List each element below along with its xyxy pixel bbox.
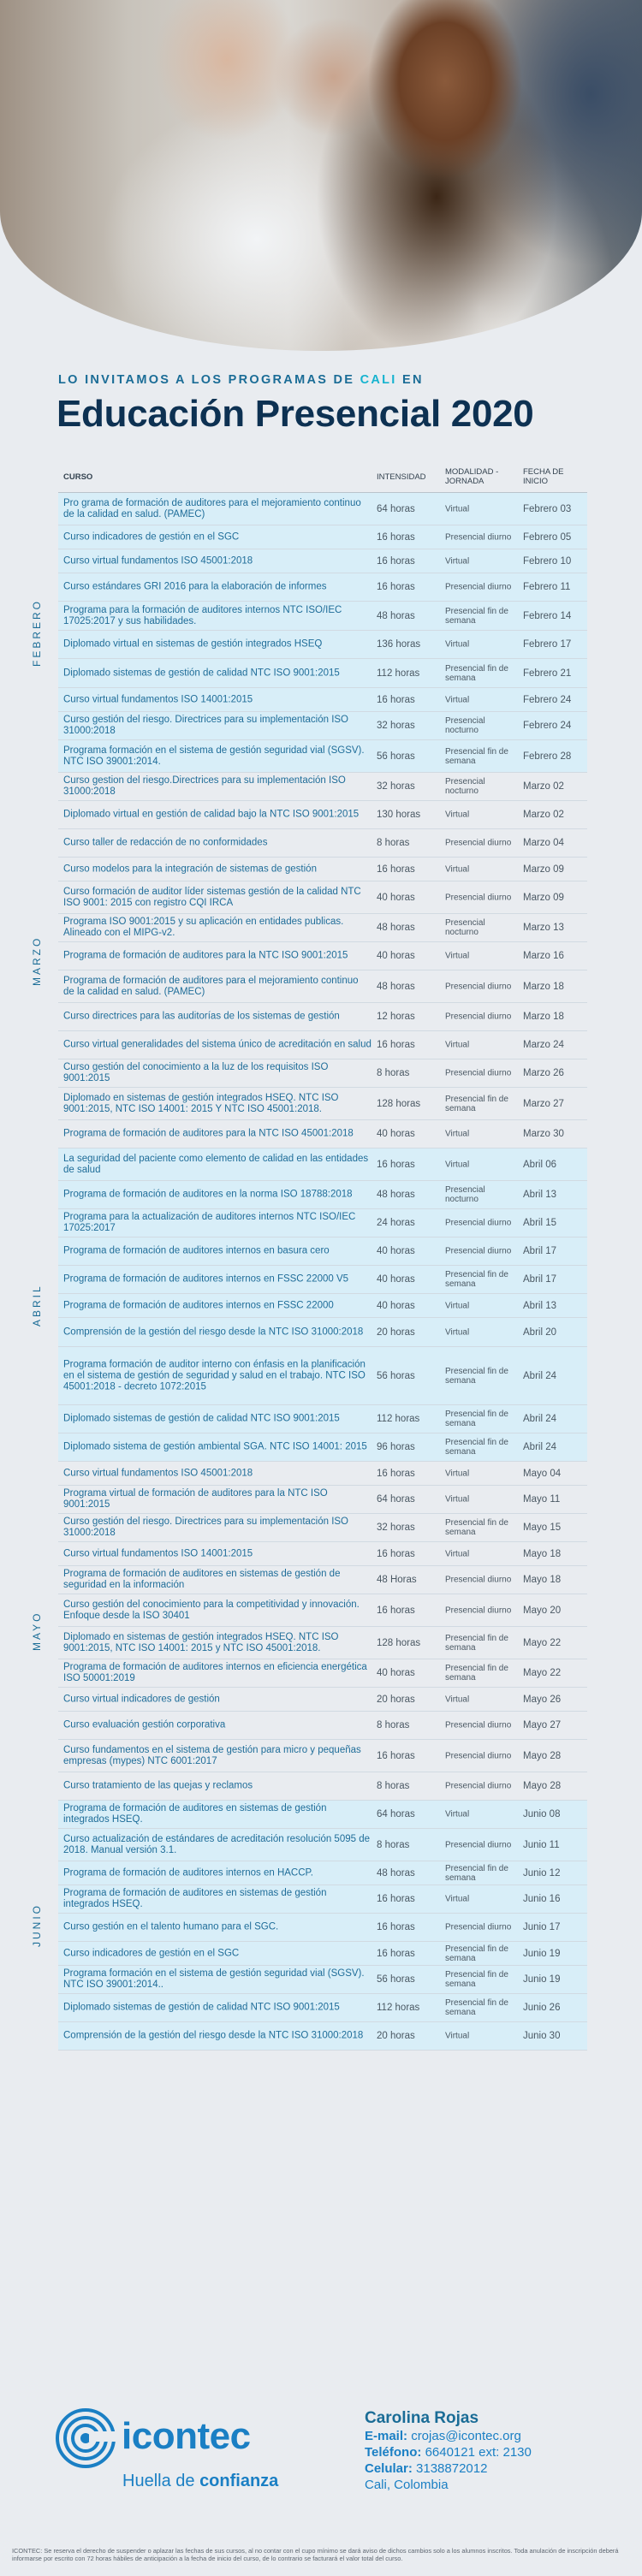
course-intensity: 40 horas <box>377 1668 415 1678</box>
course-modality: Presencial nocturno <box>445 777 485 796</box>
table-row <box>58 2022 587 2051</box>
course-modality: Presencial diurno <box>445 982 512 991</box>
table-row <box>58 773 587 801</box>
course-start-date: Marzo 26 <box>523 1068 564 1078</box>
course-name: Curso fundamentos en el sistema de gestión para micro y pequeñas empresas (mypes) NTC 6001:2017 <box>63 1744 361 1766</box>
course-start-date: Febrero 05 <box>523 531 572 543</box>
course-modality: Virtual <box>445 1695 470 1704</box>
course-intensity: 40 horas <box>377 1129 415 1139</box>
course-name: Curso gestión del conocimiento a la luz de los requisitos ISO 9001:2015 <box>63 1062 329 1083</box>
table-row <box>58 1059 587 1088</box>
course-name: Programa de formación de auditores internos en FSSC 22000 V5 <box>63 1273 349 1285</box>
table-row <box>58 493 587 525</box>
course-name: La seguridad del paciente como elemento de calidad en las entidades de salud <box>63 1153 369 1175</box>
hero-banner <box>0 0 642 351</box>
course-modality: Presencial fin de semana <box>445 1970 508 1989</box>
course-modality: Presencial diurno <box>445 893 512 902</box>
course-name: Programa de formación de auditores internos en eficiencia energética ISO 50001:2019 <box>63 1662 367 1683</box>
table-row <box>58 1209 587 1238</box>
table-row <box>58 1347 587 1405</box>
course-intensity: 40 horas <box>377 1274 415 1285</box>
table-row <box>58 1594 587 1627</box>
course-intensity: 32 horas <box>377 721 415 731</box>
course-intensity: 8 horas <box>377 838 410 848</box>
table-row <box>58 573 587 602</box>
table-row <box>58 1966 587 1994</box>
course-intensity: 16 horas <box>377 1750 415 1761</box>
course-name: Programa para la formación de auditores internos NTC ISO/IEC 17025:2017 y sus habilidades. <box>63 604 342 626</box>
course-modality: Virtual <box>445 639 470 650</box>
course-intensity: 16 horas <box>377 1605 415 1616</box>
course-modality: Virtual <box>445 864 470 874</box>
course-name: Programa de formación de auditores para el mejoramiento continuo de la calidad en salud. (PAMEC) <box>63 975 359 997</box>
page-title: Educación Presencial 2020 <box>56 393 534 435</box>
course-name: Curso virtual fundamentos ISO 45001:2018 <box>63 555 253 566</box>
course-name: Curso gestión del riesgo. Directrices para su implementación ISO 31000:2018 <box>63 1517 349 1538</box>
table-row <box>58 525 587 549</box>
course-intensity: 8 horas <box>377 1720 410 1730</box>
course-name: Curso virtual generalidades del sistema único de acreditación en salud <box>63 1039 372 1050</box>
table-row <box>58 1885 587 1914</box>
course-modality: Presencial diurno <box>445 582 512 592</box>
course-modality: Virtual <box>445 1469 470 1478</box>
course-start-date: Mayo 18 <box>523 1548 562 1559</box>
course-modality: Presencial fin de semana <box>445 1664 508 1683</box>
course-modality: Presencial diurno <box>445 1922 512 1932</box>
table-row <box>58 1486 587 1514</box>
course-intensity: 16 horas <box>377 582 415 592</box>
course-intensity: 16 horas <box>377 694 415 705</box>
course-modality: Presencial fin de semana <box>445 1863 508 1883</box>
header-date: FECHA DE INICIO <box>523 467 564 486</box>
course-start-date: Junio 08 <box>523 1809 561 1819</box>
course-start-date: Mayo 28 <box>523 1750 562 1761</box>
course-name: Curso estándares GRI 2016 para la elaboración de informes <box>63 581 327 592</box>
course-name: Programa formación en el sistema de gestión seguridad vial (SGSV). NTC ISO 39001:2014.. <box>63 1968 365 1990</box>
contact-block: Carolina Rojas E-mail: crojas@icontec.org Teléfono: 6640121 ext: 2130 Celular: 3138872012 Cali, Colombia <box>365 2409 532 2492</box>
table-row <box>58 1238 587 1266</box>
course-name: Programa formación en el sistema de gestión seguridad vial (SGSV). NTC ISO 39001:2014. <box>63 745 365 767</box>
table-row <box>58 1088 587 1120</box>
header-intensity: INTENSIDAD <box>377 472 426 482</box>
course-intensity: 48 horas <box>377 610 415 621</box>
table-row <box>58 1318 587 1347</box>
course-intensity: 48 Horas <box>377 1575 417 1585</box>
course-start-date: Mayo 22 <box>523 1637 562 1648</box>
course-name: Diplomado en sistemas de gestión integrados HSEQ. NTC ISO 9001:2015, NTC ISO 14001: 2015 Y NTC ISO 45001:2018. <box>63 1092 339 1114</box>
course-name: Programa formación de auditor interno con énfasis en la planificación en el sistema de gestión de seguridad y salud en el trabajo. NTC ISO 45001:2018 - decreto 1072:2015 <box>63 1359 366 1392</box>
table-row <box>58 1003 587 1031</box>
course-modality: Virtual <box>445 1129 470 1139</box>
course-start-date: Mayo 04 <box>523 1468 562 1479</box>
course-modality: Presencial fin de semana <box>445 1094 508 1113</box>
course-modality: Presencial diurno <box>445 1840 512 1849</box>
course-modality: Presencial fin de semana <box>445 606 508 626</box>
course-start-date: Abril 06 <box>523 1159 556 1170</box>
course-start-date: Mayo 20 <box>523 1605 562 1616</box>
course-intensity: 16 horas <box>377 1894 415 1904</box>
course-name: Programa para la actualización de auditores internos NTC ISO/IEC 17025:2017 <box>63 1212 356 1233</box>
course-modality: Presencial fin de semana <box>445 1998 508 2017</box>
course-start-date: Febrero 21 <box>523 668 572 679</box>
table-row <box>58 1659 587 1688</box>
course-modality: Virtual <box>445 1327 470 1337</box>
icontec-logo-icon <box>55 2407 116 2469</box>
course-name: Diplomado sistema de gestión ambiental SGA. NTC ISO 14001: 2015 <box>63 1441 367 1452</box>
course-name: Curso gestión del riesgo. Directrices para su implementación ISO 31000:2018 <box>63 715 349 736</box>
table-row <box>58 1627 587 1659</box>
table-row <box>58 1801 587 1829</box>
course-start-date: Abril 17 <box>523 1274 556 1285</box>
contact-email[interactable]: crojas@icontec.org <box>411 2429 521 2443</box>
course-modality: Virtual <box>445 1894 470 1904</box>
course-start-date: Marzo 30 <box>523 1129 564 1139</box>
course-intensity: 32 horas <box>377 1522 415 1533</box>
course-intensity: 12 horas <box>377 1012 415 1022</box>
course-name: Comprensión de la gestión del riesgo desde la NTC ISO 31000:2018 <box>63 1327 364 1337</box>
course-modality: Presencial diurno <box>445 1575 512 1585</box>
table-row <box>58 801 587 829</box>
course-modality: Presencial fin de semana <box>445 1633 508 1653</box>
course-intensity: 112 horas <box>377 1414 420 1424</box>
course-modality: Presencial fin de semana <box>445 1438 508 1457</box>
course-modality: Presencial fin de semana <box>445 663 508 683</box>
course-intensity: 40 horas <box>377 892 415 903</box>
kicker-text: LO INVITAMOS A LOS PROGRAMAS DE CALI EN <box>58 373 424 387</box>
course-intensity: 16 horas <box>377 531 415 543</box>
course-start-date: Junio 11 <box>523 1839 560 1850</box>
course-name: Curso directrices para las auditorías de los sistemas de gestión <box>63 1011 340 1022</box>
brand-name: icontec <box>122 2415 251 2457</box>
course-intensity: 128 horas <box>377 1637 421 1648</box>
month-label: FEBRERO <box>31 599 43 668</box>
course-name: Curso indicadores de gestión en el SGC <box>63 1948 240 1958</box>
month-label: MAYO <box>31 1611 43 1652</box>
course-modality: Virtual <box>445 1549 470 1558</box>
course-start-date: Abril 13 <box>523 1300 556 1311</box>
course-intensity: 20 horas <box>377 2031 415 2041</box>
table-header <box>58 462 587 493</box>
course-intensity: 112 horas <box>377 2003 420 2013</box>
table-row <box>58 688 587 712</box>
course-start-date: Abril 24 <box>523 1442 556 1452</box>
table-row <box>58 659 587 688</box>
table-row <box>58 602 587 631</box>
course-modality: Presencial diurno <box>445 532 512 542</box>
course-name: Programa de formación de auditores en sistemas de gestión integrados HSEQ. <box>63 1888 327 1909</box>
course-name: Curso actualización de estándares de acreditación resolución 5095 de 2018. Manual versión 3.1. <box>63 1833 371 1855</box>
course-name: Curso virtual fundamentos ISO 14001:2015 <box>63 1548 253 1558</box>
course-intensity: 56 horas <box>377 751 415 762</box>
course-intensity: 40 horas <box>377 951 415 961</box>
course-start-date: Marzo 16 <box>523 951 564 961</box>
course-intensity: 64 horas <box>377 1809 415 1819</box>
course-name: Curso virtual indicadores de gestión <box>63 1694 220 1704</box>
course-intensity: 16 horas <box>377 1948 415 1959</box>
course-start-date: Mayo 11 <box>523 1494 561 1505</box>
table-row <box>58 970 587 1003</box>
contact-name: Carolina Rojas <box>365 2409 479 2427</box>
course-start-date: Febrero 24 <box>523 721 572 731</box>
course-modality: Presencial nocturno <box>445 1185 485 1204</box>
course-start-date: Abril 20 <box>523 1327 556 1338</box>
table-row <box>58 1829 587 1861</box>
course-start-date: Abril 17 <box>523 1246 556 1256</box>
course-name: Diplomado sistemas de gestión de calidad NTC ISO 9001:2015 <box>63 668 340 678</box>
course-name: Programa virtual de formación de auditores para la NTC ISO 9001:2015 <box>63 1488 328 1510</box>
table-row <box>58 1688 587 1712</box>
course-start-date: Mayo 27 <box>523 1720 562 1730</box>
course-name: Programa de formación de auditores en sistemas de gestión integrados HSEQ. <box>63 1803 327 1825</box>
course-modality: Virtual <box>445 1494 470 1505</box>
course-modality: Virtual <box>445 951 470 961</box>
table-row <box>58 942 587 970</box>
table-row <box>58 1942 587 1966</box>
course-name: Curso tratamiento de las quejas y reclamos <box>63 1780 253 1791</box>
course-modality: Presencial diurno <box>445 1012 512 1022</box>
course-name: Programa de formación de auditores internos en basura cero <box>63 1245 330 1256</box>
course-intensity: 48 horas <box>377 1190 415 1200</box>
course-intensity: 8 horas <box>377 1068 410 1078</box>
course-start-date: Marzo 09 <box>523 864 564 875</box>
footer <box>0 2353 642 2576</box>
course-intensity: 48 horas <box>377 981 415 992</box>
course-name: Curso formación de auditor líder sistemas gestión de la calidad NTC ISO 9001: 2015 con registro CQI IRCA <box>63 886 361 908</box>
course-intensity: 16 horas <box>377 1468 415 1479</box>
course-intensity: 96 horas <box>377 1442 415 1452</box>
course-name: Curso modelos para la integración de sistemas de gestión <box>63 864 317 874</box>
course-start-date: Febrero 24 <box>523 694 572 705</box>
course-start-date: Marzo 09 <box>523 892 564 903</box>
course-start-date: Junio 16 <box>523 1894 561 1904</box>
table-row <box>58 1120 587 1149</box>
table-row <box>58 1994 587 2022</box>
course-start-date: Marzo 18 <box>523 1012 564 1022</box>
course-start-date: Febrero 03 <box>523 503 572 514</box>
course-intensity: 40 horas <box>377 1300 415 1311</box>
course-name: Programa de formación de auditores internos en HACCP. <box>63 1867 313 1878</box>
course-start-date: Junio 12 <box>523 1867 561 1879</box>
course-modality: Presencial fin de semana <box>445 1944 508 1963</box>
course-intensity: 130 horas <box>377 810 421 820</box>
table-row <box>58 1181 587 1209</box>
course-modality: Presencial fin de semana <box>445 1518 508 1537</box>
table-row <box>58 1712 587 1740</box>
course-intensity: 8 horas <box>377 1781 410 1791</box>
course-name: Programa de formación de auditores internos en FSSC 22000 <box>63 1300 334 1310</box>
course-start-date: Febrero 10 <box>523 555 572 567</box>
course-start-date: Junio 30 <box>523 2031 561 2041</box>
course-modality: Presencial fin de semana <box>445 1366 508 1386</box>
hero-photo-students <box>0 0 642 351</box>
course-intensity: 112 horas <box>377 668 420 679</box>
course-intensity: 24 horas <box>377 1218 415 1228</box>
course-start-date: Febrero 28 <box>523 751 572 762</box>
course-start-date: Marzo 04 <box>523 838 564 848</box>
course-start-date: Junio 26 <box>523 2003 561 2013</box>
course-start-date: Junio 17 <box>523 1922 561 1932</box>
course-modality: Virtual <box>445 2031 470 2041</box>
course-name: Curso evaluación gestión corporativa <box>63 1719 226 1730</box>
course-modality: Presencial diurno <box>445 1068 512 1078</box>
course-name: Curso taller de redacción de no conformidades <box>63 837 268 848</box>
month-label: MARZO <box>31 935 43 986</box>
course-name: Diplomado sistemas de gestión de calidad NTC ISO 9001:2015 <box>63 2002 340 2013</box>
course-name: Diplomado en sistemas de gestión integrados HSEQ. NTC ISO 9001:2015, NTC ISO 14001: 2015 y NTC ISO 45001:2018. <box>63 1631 339 1653</box>
course-intensity: 48 horas <box>377 923 415 933</box>
table-row <box>58 1294 587 1318</box>
course-modality: Presencial diurno <box>445 838 512 848</box>
course-name: Diplomado sistemas de gestión de calidad NTC ISO 9001:2015 <box>63 1413 340 1424</box>
course-start-date: Mayo 26 <box>523 1694 562 1705</box>
course-start-date: Abril 15 <box>523 1218 556 1228</box>
course-start-date: Abril 13 <box>523 1190 556 1200</box>
table-row <box>58 1405 587 1433</box>
course-modality: Virtual <box>445 810 470 820</box>
disclaimer-text: ICONTEC: Se reserva el derecho de suspender o aplazar las fechas de sus cursos, al no contar con el cupo mínimo se dará aviso de dichos cambios solo a los alumnos inscritos. Toda anulación de inscripción deberá informarse por escrito con 72 horas hábiles de anticipación a la fecha de inicio del curso, de lo contrario se facturará el valor total del curso. <box>12 2547 619 2562</box>
course-modality: Presencial diurno <box>445 1218 512 1228</box>
course-modality: Presencial diurno <box>445 1606 512 1615</box>
table-row <box>58 1914 587 1942</box>
header-course: CURSO <box>63 472 93 482</box>
table-row <box>58 1149 587 1181</box>
course-modality: Virtual <box>445 1040 470 1050</box>
course-intensity: 20 horas <box>377 1327 415 1338</box>
table-row <box>58 1514 587 1542</box>
course-intensity: 16 horas <box>377 1922 415 1932</box>
course-name: Diplomado virtual en gestión de calidad bajo la NTC ISO 9001:2015 <box>63 809 360 820</box>
course-start-date: Mayo 18 <box>523 1575 562 1585</box>
course-modality: Presencial fin de semana <box>445 1270 508 1289</box>
table-row <box>58 914 587 942</box>
course-start-date: Abril 24 <box>523 1414 556 1424</box>
header-modality: MODALIDAD - JORNADA <box>445 467 499 486</box>
course-start-date: Junio 19 <box>523 1948 561 1959</box>
table-row <box>58 712 587 740</box>
table-row <box>58 1772 587 1801</box>
course-intensity: 16 horas <box>377 555 415 567</box>
table-row <box>58 1861 587 1885</box>
course-modality: Presencial nocturno <box>445 918 485 937</box>
course-intensity: 128 horas <box>377 1098 421 1109</box>
course-start-date: Marzo 24 <box>523 1040 564 1050</box>
course-modality: Presencial diurno <box>445 1720 512 1730</box>
course-start-date: Febrero 11 <box>523 582 571 592</box>
course-start-date: Marzo 13 <box>523 923 564 933</box>
course-start-date: Febrero 14 <box>523 610 572 621</box>
course-name: Programa de formación de auditores para la NTC ISO 45001:2018 <box>63 1128 354 1139</box>
course-name: Curso gestión en el talento humano para el SGC. <box>63 1921 279 1932</box>
course-name: Curso gestion del riesgo.Directrices para su implementación ISO 31000:2018 <box>63 775 346 797</box>
contact-phone: 6640121 ext: 2130 <box>425 2445 532 2460</box>
course-modality: Virtual <box>445 1160 470 1169</box>
table-row <box>58 1266 587 1294</box>
course-name: Curso indicadores de gestión en el SGC <box>63 531 240 542</box>
course-intensity: 16 horas <box>377 1040 415 1050</box>
course-name: Programa de formación de auditores para la NTC ISO 9001:2015 <box>63 950 348 961</box>
course-intensity: 64 horas <box>377 503 415 514</box>
course-modality: Presencial diurno <box>445 1781 512 1791</box>
course-modality: Presencial fin de semana <box>445 746 508 766</box>
course-intensity: 16 horas <box>377 1159 415 1170</box>
course-name: Comprensión de la gestión del riesgo desde la NTC ISO 31000:2018 <box>63 2030 364 2041</box>
course-start-date: Marzo 18 <box>523 981 564 992</box>
course-intensity: 16 horas <box>377 1548 415 1559</box>
course-start-date: Mayo 15 <box>523 1522 562 1533</box>
course-name: Pro grama de formación de auditores para el mejoramiento continuo de la calidad en salud. (PAMEC) <box>63 497 361 519</box>
table-row <box>58 631 587 659</box>
month-label: JUNIO <box>31 1903 43 1948</box>
table-row <box>58 1542 587 1566</box>
contact-cell: 3138872012 <box>416 2461 488 2476</box>
course-modality: Virtual <box>445 556 470 566</box>
table-row <box>58 1740 587 1772</box>
course-name: Programa ISO 9001:2015 y su aplicación en entidades publicas. Alineado con el MIPG-v2. <box>63 917 344 938</box>
course-name: Curso virtual fundamentos ISO 45001:2018 <box>63 1468 253 1478</box>
course-modality: Presencial diurno <box>445 1246 512 1256</box>
table-row <box>58 1462 587 1486</box>
course-name: Programa de formación de auditores en sistemas de gestión de seguridad en la información <box>63 1569 341 1590</box>
course-start-date: Mayo 28 <box>523 1781 562 1791</box>
course-intensity: 56 horas <box>377 1974 415 1985</box>
course-intensity: 40 horas <box>377 1246 415 1256</box>
table-row <box>58 881 587 914</box>
table-row <box>58 858 587 881</box>
course-start-date: Junio 19 <box>523 1974 561 1985</box>
course-intensity: 48 horas <box>377 1867 415 1879</box>
course-modality: Virtual <box>445 695 470 704</box>
course-intensity: 8 horas <box>377 1839 410 1850</box>
course-intensity: 20 horas <box>377 1694 415 1705</box>
course-start-date: Marzo 02 <box>523 781 564 792</box>
course-intensity: 64 horas <box>377 1494 415 1505</box>
course-intensity: 16 horas <box>377 864 415 875</box>
course-name: Curso gestión del conocimiento para la competitividad y innovación. Enfoque desde la ISO 30401 <box>63 1599 360 1621</box>
course-start-date: Abril 24 <box>523 1370 556 1381</box>
contact-city: Cali, Colombia <box>365 2478 449 2492</box>
course-intensity: 136 horas <box>377 639 421 650</box>
table-row <box>58 740 587 773</box>
course-start-date: Marzo 27 <box>523 1098 564 1109</box>
course-modality: Virtual <box>445 1301 470 1310</box>
course-start-date: Febrero 17 <box>523 639 572 650</box>
table-row <box>58 1433 587 1462</box>
course-modality: Presencial diurno <box>445 1751 512 1760</box>
table-row <box>58 1031 587 1059</box>
course-start-date: Mayo 22 <box>523 1668 562 1678</box>
course-name: Curso virtual fundamentos ISO 14001:2015 <box>63 694 253 704</box>
course-modality: Virtual <box>445 504 470 513</box>
course-modality: Presencial nocturno <box>445 716 485 735</box>
course-modality: Presencial fin de semana <box>445 1410 508 1428</box>
course-name: Diplomado virtual en sistemas de gestión integrados HSEQ <box>63 638 323 650</box>
course-table <box>58 493 587 2051</box>
table-row <box>58 1566 587 1594</box>
course-intensity: 56 horas <box>377 1370 415 1381</box>
month-label: ABRIL <box>31 1284 43 1327</box>
course-modality: Virtual <box>445 1809 470 1819</box>
course-start-date: Marzo 02 <box>523 810 564 820</box>
table-row <box>58 549 587 573</box>
course-name: Programa de formación de auditores en la norma ISO 18788:2018 <box>63 1189 353 1200</box>
table-row <box>58 829 587 858</box>
brand-slogan: Huella de confianza <box>122 2472 279 2490</box>
course-intensity: 32 horas <box>377 781 415 792</box>
